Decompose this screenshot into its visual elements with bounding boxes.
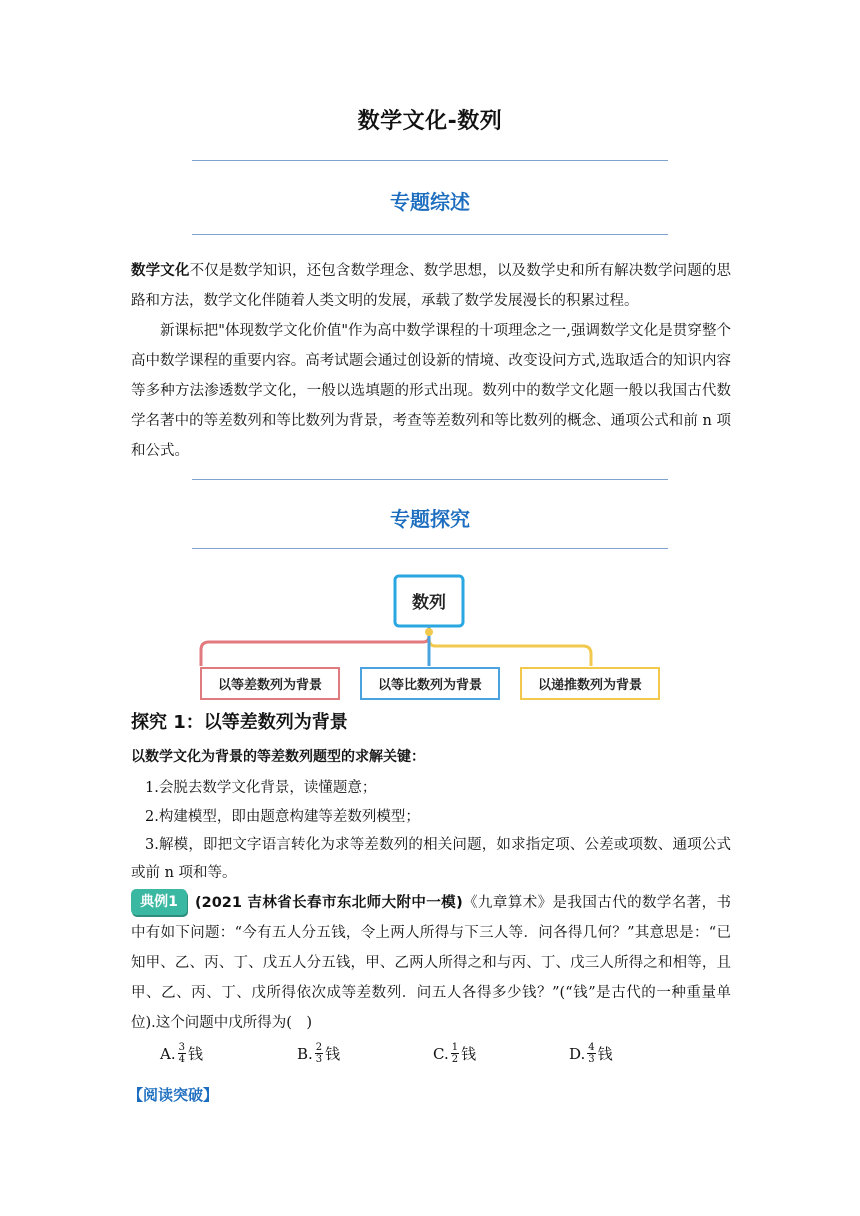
divider: [192, 479, 668, 480]
option-d[interactable]: [569, 1042, 613, 1065]
overview-paragraph-1: [131, 256, 731, 316]
fraction-numerator: 2: [315, 1042, 323, 1053]
option-unit: 钱: [325, 1045, 341, 1063]
option-label: C.: [433, 1044, 449, 1063]
page-title: 数学文化-数列: [357, 109, 503, 134]
option-unit: 钱: [461, 1045, 477, 1063]
fraction-denominator: 4: [178, 1054, 185, 1065]
paragraph-text: 不仅是数学知识，还包含数学理念、数学思想，以及数学史和所有解决数学问题的思路和方法，数学文化伴随着人类文明的发展，承载了数学发展漫长的积累过程。: [131, 263, 732, 309]
diagram-child-label-3: 以递推数列为背景: [537, 678, 643, 693]
key-step-1: 1.会脱去数学文化背景，读懂题意；: [145, 780, 377, 796]
option-c[interactable]: [433, 1042, 476, 1065]
option-label: D.: [569, 1044, 586, 1063]
example-body: 《九章算术》是我国古代的数学名著，书中有如下问题：“今有五人分五钱，令上两人所得与下三人等．问各得几何？”其意思是：“已知甲、乙、丙、丁、戊五人分五钱，甲、乙两人所得之和与丙、丁、戊三人所得之和相等，且甲、乙、丙、丁、戊所得依次成等差数列．问五人各得多少钱？”(“钱”是古代的一种重量单位).这个问题中戊所得为( ): [131, 895, 731, 1031]
divider: [192, 234, 668, 235]
fraction: [587, 1042, 595, 1065]
fraction-denominator: 3: [315, 1054, 323, 1065]
overview-paragraph-2: 新课标把"体现数学文化价值"作为高中数学课程的十项理念之一,强调数学文化是贯穿整个高中数学课程的重要内容。高考试题会通过创设新的情境、改变设问方式,选取适合的知识内容等多种方法渗透数学文化，一般以选填题的形式出现。数列中的数学文化题一般以我国古代数学名著中的等差数列和等比数列为背景，考查等差数列和等比数列的概念、通项公式和前 n 项和公式。: [131, 323, 731, 459]
diagram-root-label: 数列: [412, 593, 446, 613]
explore-heading: 探究 1：以等差数列为背景: [131, 712, 348, 733]
fraction-denominator: 3: [588, 1054, 595, 1065]
diagram-connector-left: [201, 626, 429, 666]
topic-diagram: [195, 570, 665, 706]
option-label: A.: [160, 1044, 176, 1063]
reading-breakthrough-label: 【阅读突破】: [128, 1086, 219, 1104]
section-heading-explore: 专题探究: [390, 507, 470, 531]
key-step-3: 3.解模，即把文字语言转化为求等差数列的相关问题，如求指定项、公差或项数、通项公式或前 n 项和等。: [131, 837, 731, 881]
fraction-numerator: 4: [588, 1042, 595, 1053]
fraction: [178, 1042, 186, 1065]
diagram-connector-right: [429, 626, 591, 666]
option-label: B.: [297, 1044, 313, 1063]
section-heading-overview: 专题综述: [390, 190, 470, 214]
option-unit: 钱: [597, 1045, 613, 1063]
diagram-node-dot: [425, 628, 433, 636]
option-b[interactable]: [297, 1042, 340, 1065]
fraction-numerator: 3: [178, 1042, 185, 1053]
key-points-title: 以数学文化为背景的等差数列题型的求解关键：: [131, 749, 425, 765]
diagram-child-label-2: 以等比数列为背景: [377, 678, 483, 693]
example-badge: 典例1: [131, 889, 187, 915]
fraction: [451, 1042, 459, 1065]
example-source: (2021 吉林省长春市东北师大附中一模): [195, 895, 463, 911]
divider: [192, 548, 668, 549]
option-a[interactable]: [160, 1042, 203, 1065]
fraction-denominator: 2: [451, 1054, 459, 1065]
option-unit: 钱: [187, 1045, 203, 1063]
fraction: [315, 1042, 323, 1065]
key-step-2: 2.构建模型，即由题意构建等差数列模型；: [145, 809, 420, 825]
example-text: [131, 888, 731, 1038]
bold-term: 数学文化: [131, 263, 190, 279]
divider: [192, 160, 668, 161]
fraction-numerator: 1: [451, 1042, 459, 1053]
diagram-child-label-1: 以等差数列为背景: [217, 678, 323, 693]
